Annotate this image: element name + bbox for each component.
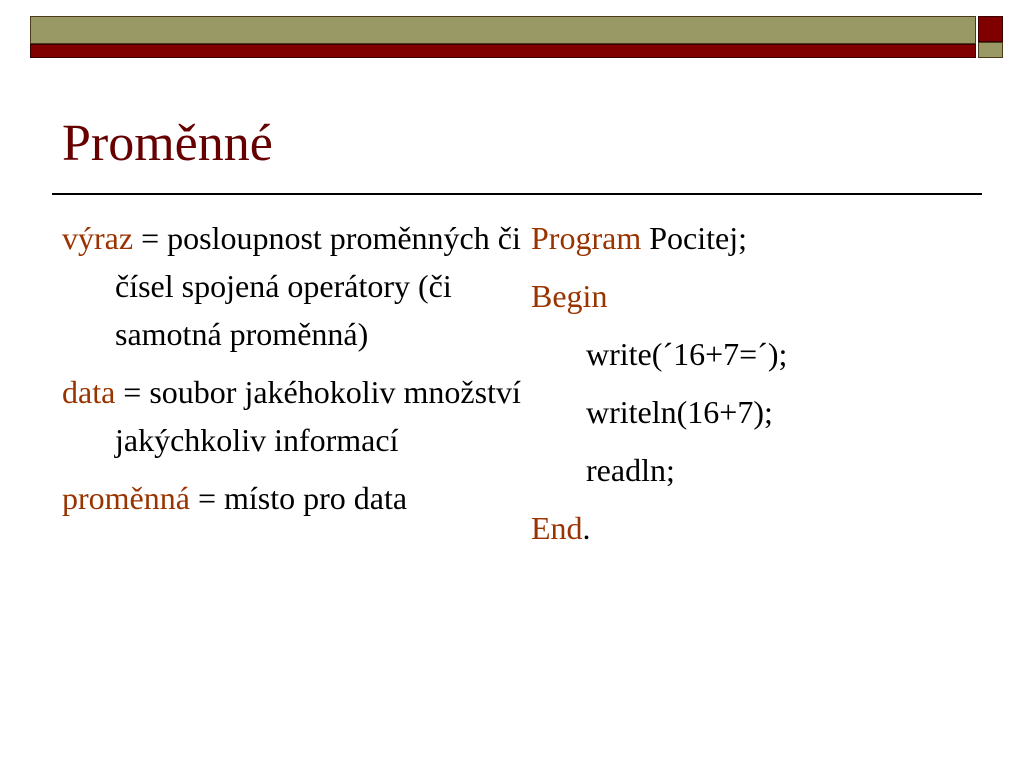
slide-title: Proměnné bbox=[62, 115, 273, 172]
banner-olive-square bbox=[978, 42, 1003, 58]
definition-term: data bbox=[62, 374, 116, 410]
code-begin-line bbox=[531, 272, 1001, 330]
banner-maroon-square bbox=[978, 16, 1003, 42]
definitions-column bbox=[62, 214, 522, 532]
definition-vyraz bbox=[62, 214, 522, 358]
code-statement-readln: readln; bbox=[586, 452, 675, 488]
code-end-line bbox=[531, 504, 1001, 562]
definition-term: proměnná bbox=[62, 480, 190, 516]
definition-term: výraz bbox=[62, 220, 134, 256]
definition-data bbox=[62, 368, 522, 464]
title-underline bbox=[52, 193, 982, 195]
code-program-line bbox=[531, 214, 1001, 272]
definition-promenna bbox=[62, 474, 522, 522]
begin-keyword: Begin bbox=[531, 278, 608, 314]
end-punctuation: . bbox=[582, 510, 591, 546]
definition-text: = soubor jakéhokoliv množství jakýchkoliv informací bbox=[115, 374, 521, 458]
banner-maroon-bar bbox=[30, 44, 976, 58]
code-statement-writeln: writeln(16+7); bbox=[586, 394, 773, 430]
program-name: Pocitej; bbox=[641, 220, 747, 256]
end-keyword: End bbox=[531, 510, 583, 546]
code-column bbox=[531, 214, 1001, 562]
program-keyword: Program bbox=[531, 220, 642, 256]
code-statement-write: write(´16+7=´); bbox=[586, 336, 788, 372]
definition-text: = místo pro data bbox=[189, 480, 408, 516]
definition-text: = posloupnost proměnných či čísel spojená operátory (či samotná proměnná) bbox=[115, 220, 521, 352]
banner-olive-bar bbox=[30, 16, 976, 44]
